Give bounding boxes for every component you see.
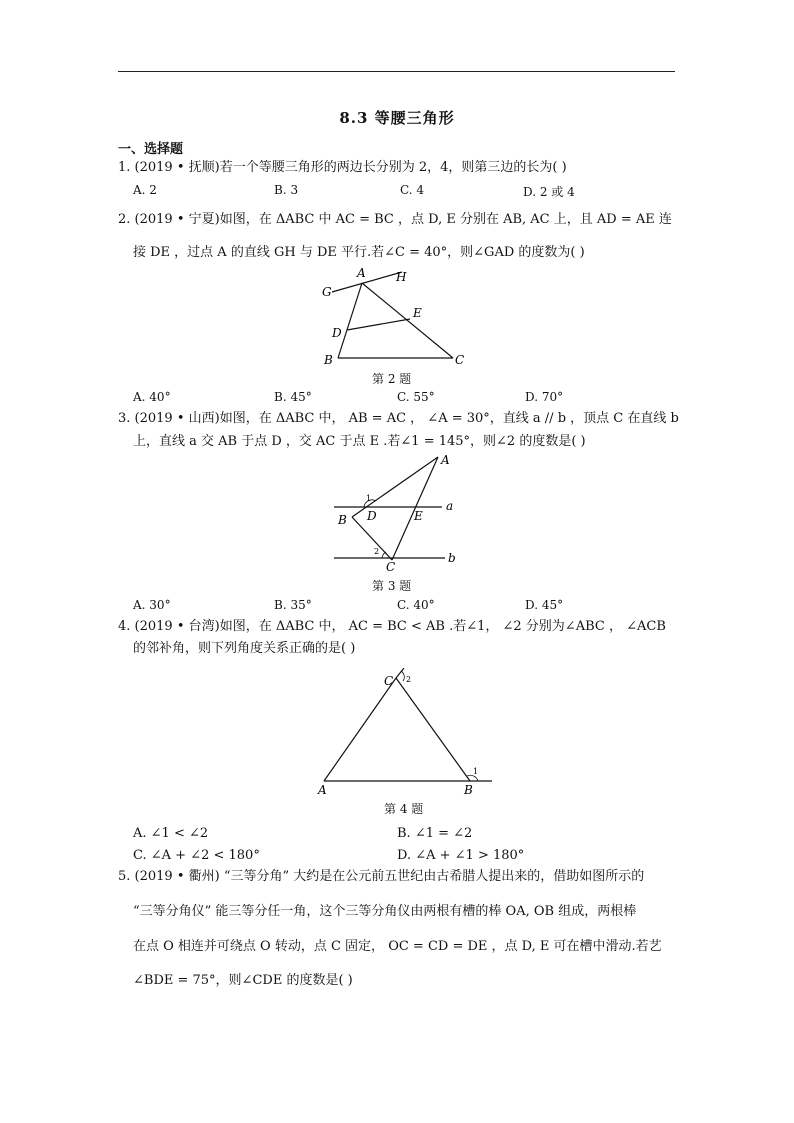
q3-figure — [330, 450, 465, 576]
q3-label-e: E — [414, 509, 423, 523]
q3-side-bc — [352, 517, 392, 560]
q2-segment-de — [347, 319, 410, 330]
q1-option-b: B. 3 — [274, 183, 299, 197]
q4-side-ac — [324, 678, 396, 781]
q1-option-a: A. 2 — [133, 183, 157, 197]
q3-label-line-a: a — [446, 499, 454, 513]
q2-label-g: G — [322, 285, 332, 299]
q3-label-b: B — [338, 513, 347, 527]
q3-label-2: 2 — [374, 547, 380, 556]
q2-label-e: E — [413, 306, 422, 320]
q3-caption: 第 3 题 — [372, 579, 412, 593]
q2-line-2: 接 DE ，过点 A 的直线 GH 与 DE 平行.若∠C = 40°，则∠GAD 的度数为( ) — [133, 245, 585, 260]
q4-option-a: A. ∠1 < ∠2 — [133, 826, 209, 841]
q3-option-c: C. 40° — [397, 598, 435, 612]
q3-option-d: D. 45° — [525, 598, 564, 612]
q1-option-c: C. 4 — [400, 183, 425, 197]
q3-option-b: B. 35° — [274, 598, 312, 612]
q4-caption: 第 4 题 — [384, 802, 424, 816]
q3-label-1: 1 — [366, 494, 372, 503]
q5-line-3: 在点 O 相连并可绕点 O 转动，点 C 固定， OC = CD = DE ，点 D, E 可在槽中滑动.若艺 — [133, 939, 662, 954]
q5-line-2: “三等分角仪” 能三等分任一角，这个三等分角仪由两根有槽的棒 OA, OB 组成，两根棒 — [133, 904, 637, 919]
q3-label-line-b: b — [448, 551, 456, 565]
q3-label-c: C — [386, 560, 396, 574]
q4-label-2: 2 — [406, 675, 412, 684]
q4-side-bc — [396, 678, 470, 781]
q4-option-b: B. ∠1 = ∠2 — [397, 826, 473, 841]
q2-option-a: A. 40° — [133, 390, 171, 404]
q2-line-gh — [332, 272, 402, 292]
header-rule — [118, 71, 675, 72]
q2-label-c: C — [455, 353, 465, 367]
q5-line-4: ∠BDE = 75°，则∠CDE 的度数是( ) — [133, 973, 353, 988]
section-heading: 一、选择题 — [118, 142, 184, 157]
q3-option-a: A. 30° — [133, 598, 171, 612]
q2-caption: 第 2 题 — [372, 372, 412, 386]
q2-label-h: H — [396, 270, 407, 284]
q1-option-d: D. 2 或 4 — [523, 185, 575, 199]
q4-line-2: 的邻补角，则下列角度关系正确的是( ) — [133, 641, 356, 656]
q2-option-c: C. 55° — [397, 390, 435, 404]
q2-figure — [310, 262, 480, 370]
q3-line-2: 上，直线 a 交 AB 于点 D ，交 AC 于点 E .若∠1 = 145°，则∠2 的度数是( ) — [133, 434, 586, 449]
q3-label-a: A — [441, 453, 450, 467]
q2-label-d: D — [332, 326, 342, 340]
q4-line-1: 4. (2019 • 台湾)如图，在 ΔABC 中， AC = BC < AB .若∠1， ∠2 分别为∠ABC ， ∠ACB — [118, 619, 666, 634]
q2-line-1: 2. (2019 • 宁夏)如图，在 ΔABC 中 AC = BC ，点 D, E 分别在 AB, AC 上，且 AD = AE 连 — [118, 212, 672, 227]
q3-line-1: 3. (2019 • 山西)如图，在 ΔABC 中， AB = AC ， ∠A = 30°，直线 a // b ，顶点 C 在直线 b — [118, 411, 679, 426]
q4-figure — [310, 668, 500, 798]
q4-label-1: 1 — [473, 767, 479, 776]
q4-label-b: B — [464, 783, 473, 797]
page-title: 8.3 等腰三角形 — [339, 109, 455, 127]
q3-label-d: D — [367, 509, 377, 523]
q4-option-d: D. ∠A + ∠1 > 180° — [397, 848, 525, 863]
q2-option-b: B. 45° — [274, 390, 312, 404]
q4-label-c: C — [384, 674, 394, 688]
q2-label-a: A — [357, 266, 366, 280]
q2-label-b: B — [324, 353, 333, 367]
q4-label-a: A — [318, 783, 327, 797]
q5-line-1: 5. (2019 • 衢州) “三等分角” 大约是在公元前五世纪由古希腊人提出来的，借助如图所示的 — [118, 869, 645, 884]
q1-text: 1. (2019 • 抚顺)若一个等腰三角形的两边长分别为 2，4，则第三边的长为( ) — [118, 160, 567, 175]
q2-side-ac — [362, 283, 453, 358]
q4-option-c: C. ∠A + ∠2 < 180° — [133, 848, 260, 863]
q4-angle-2-arc — [401, 671, 404, 681]
q2-option-d: D. 70° — [525, 390, 564, 404]
q2-side-ab — [338, 283, 362, 358]
